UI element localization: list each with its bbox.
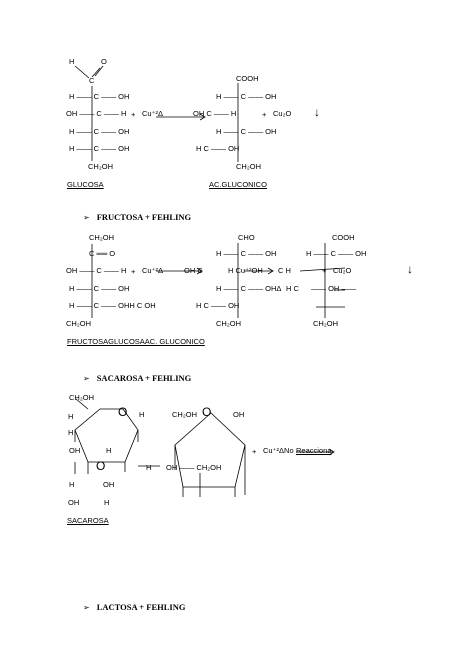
glucosa-c1: C xyxy=(89,76,95,85)
fructosa-mid-row-4: H —— C —— OHΔ xyxy=(216,284,282,293)
glucosa-h-top: H xyxy=(69,57,75,66)
fructosa-mid-row-3: H Cu⁺²OH xyxy=(228,266,263,275)
sacarosa-plus: + xyxy=(252,447,257,456)
sacarosa-h-inner: H xyxy=(106,446,112,455)
bullet-arrow-icon: ➢ xyxy=(83,213,90,222)
sacarosa-cu-reagent: Cu⁺²ΔNo xyxy=(263,446,294,455)
sacarosa-oh-bottom: OH xyxy=(68,498,80,507)
fructosa-row-5: H —— C —— OHH C OH xyxy=(69,301,156,310)
sacarosa-h-left-1: H xyxy=(68,412,74,421)
fructosa-oh-mid: OH C xyxy=(184,266,203,275)
fructosa-precipitate-arrow-icon: ↓ xyxy=(407,262,413,276)
fructosa-right-c: C H xyxy=(278,266,291,275)
gluconico-ch2oh: CH₂OH xyxy=(236,162,261,171)
fructosa-ch2oh-bottom: CH₂OH xyxy=(66,319,91,328)
no-reaction-label: Reacciona xyxy=(296,446,332,455)
fructosa-mid-row-2: H —— C —— OH xyxy=(216,249,277,258)
lactosa-heading xyxy=(83,602,185,612)
sacarosa-h-bridge: H xyxy=(146,463,152,472)
glucosa-row-3: OH —— C —— H xyxy=(66,109,127,118)
fructose-ring-o: O xyxy=(202,405,212,419)
sacarosa-label: SACAROSA xyxy=(67,516,109,525)
fructosa-heading xyxy=(83,212,191,222)
glucosa-ch2oh: CH₂OH xyxy=(88,162,113,171)
sacarosa-heading xyxy=(83,373,191,383)
sacarosa-oh-left: OH xyxy=(69,446,81,455)
glucose-ring-o: O xyxy=(118,405,128,419)
fructosa-right-plus: + xyxy=(322,266,327,275)
fructosa-cu-reagent: Cu⁺²Δ xyxy=(142,266,164,275)
fructose-ring-bottom: OH —— CH₂OH xyxy=(166,463,222,472)
gluconico-row-2: H —— C —— OH xyxy=(216,92,277,101)
fructosa-row-4: H —— C —— OH xyxy=(69,284,130,293)
fructose-ring-oh: OH xyxy=(233,410,245,419)
fructose-ring-ch2oh: CH₂OH xyxy=(172,410,197,419)
glucosa-cu-reagent: Cu⁺²Δ xyxy=(142,109,164,118)
fructosa-heading-text: FRUCTOSA + FEHLING xyxy=(96,212,192,222)
glucosa-plus: + xyxy=(131,110,136,119)
sacarosa-h-right: H xyxy=(139,410,145,419)
gluconico-cooh: COOH xyxy=(236,74,259,83)
gluconico-plus: + xyxy=(262,110,267,119)
fructosa-mid-ch2oh: CH₂OH xyxy=(216,319,241,328)
gluconico-row-3: OH C —— H xyxy=(193,109,237,118)
fructosa-right-row-4: —— OH —— xyxy=(311,284,357,293)
fructosa-plus: + xyxy=(131,267,136,276)
gluconico-row-4: H —— C —— OH xyxy=(216,127,277,136)
sacarosa-h-bottom: H xyxy=(104,498,110,507)
lactosa-heading-text: LACTOSA + FEHLING xyxy=(96,602,186,612)
glucosa-row-5: H —— C —— OH xyxy=(69,144,130,153)
precipitate-arrow-icon: ↓ xyxy=(314,105,320,119)
fructosa-label: FRUCTOSAGLUCOSAAC. GLUCONICO xyxy=(67,337,205,346)
sacarosa-h-low: H xyxy=(69,480,75,489)
bullet-arrow-icon: ➢ xyxy=(83,603,90,612)
sacarosa-ch2oh-top: CH₂OH xyxy=(69,393,94,402)
fructosa-row-3: OH —— C —— H xyxy=(66,266,127,275)
gluconico-row-5: H C —— OH xyxy=(196,144,240,153)
fructosa-right-row-2: H —— C —— OH xyxy=(306,249,367,258)
sacarosa-h-left-2: H xyxy=(68,428,74,437)
fructosa-h-c: H C xyxy=(286,284,299,293)
bullet-arrow-icon: ➢ xyxy=(83,374,90,383)
fructosa-right-ch2oh: CH₂OH xyxy=(313,319,338,328)
cu2o-product: Cu₂O xyxy=(273,109,292,118)
glucosa-row-2: H —— C —— OH xyxy=(69,92,130,101)
glucosa-label: GLUCOSA xyxy=(67,180,104,189)
sacarosa-oh-low: OH xyxy=(103,480,115,489)
glycosidic-o: O xyxy=(96,459,106,473)
fructosa-right-cu2o: Cu₂O xyxy=(333,266,352,275)
fructosa-mid-row-5: H C —— OH xyxy=(196,301,240,310)
fructosa-ch2oh-top: CH₂OH xyxy=(89,233,114,242)
glucosa-o-top: O xyxy=(101,57,107,66)
fructosa-c-eq-o: C ══ O xyxy=(89,249,116,258)
sacarosa-heading-text: SACAROSA + FEHLING xyxy=(96,373,192,383)
fructosa-cho: CHO xyxy=(238,233,255,242)
glucosa-row-4: H —— C —— OH xyxy=(69,127,130,136)
gluconico-label: AC.GLUCONICO xyxy=(209,180,267,189)
fructosa-cooh: COOH xyxy=(332,233,355,242)
